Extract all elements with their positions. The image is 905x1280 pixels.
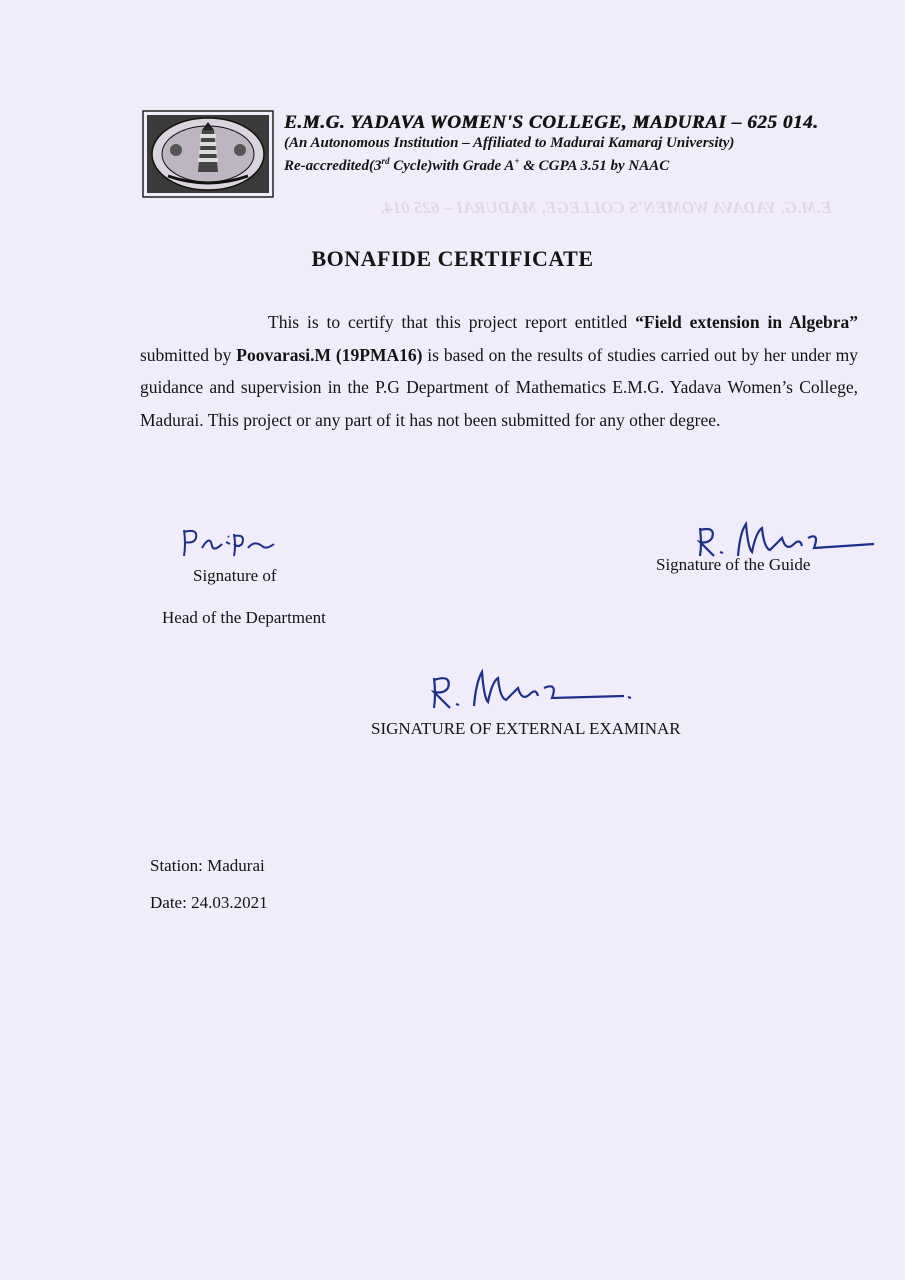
hod-signature-label-2: Head of the Department — [162, 608, 326, 627]
certificate-body: This is to certify that this project report entitled “Field extension in Algebra” submitted by Poovarasi.M (19PMA16) is based on the results of studies carried out by her under my guidance and supervision in the P.G Department of Mathematics E.M.G. Yadava Women’s College, Madurai. This project or any part of it has not been submitted for any other degree. — [140, 312, 859, 430]
external-examiner-signature-icon — [424, 664, 644, 712]
guide-signature-label: Signature of the Guide — [656, 555, 811, 574]
affiliation-line — [284, 134, 864, 152]
certificate-title: BONAFIDE CERTIFICATE — [311, 246, 594, 271]
college-name: E.M.G. YADAVA WOMEN'S COLLEGE, MADURAI – 625 014. — [284, 112, 819, 133]
student-name: Poovarasi.M (19PMA16) — [236, 344, 423, 365]
station: Station: Madurai — [150, 856, 265, 875]
college-logo-icon — [142, 110, 274, 198]
project-title: “Field extension in Algebra” — [635, 312, 858, 332]
accreditation-line: Re-accredited(3rd Cycle)with Grade A+ & CGPA 3.51 by NAAC — [284, 156, 670, 174]
hod-signature-icon — [176, 522, 286, 562]
bleed-through-header: E.M.G. YADAVA WOMEN'S COLLEGE, MADURAI – 625 014. — [380, 198, 832, 217]
college-header — [284, 112, 864, 175]
hod-signature-label-1: Signature of — [193, 566, 277, 585]
external-examiner-label: SIGNATURE OF EXTERNAL EXAMINAR — [371, 719, 681, 738]
date: Date: 24.03.2021 — [150, 893, 268, 912]
affiliation-text: (An Autonomous Institution – Affiliated to Madurai Kamaraj University) — [284, 135, 735, 151]
